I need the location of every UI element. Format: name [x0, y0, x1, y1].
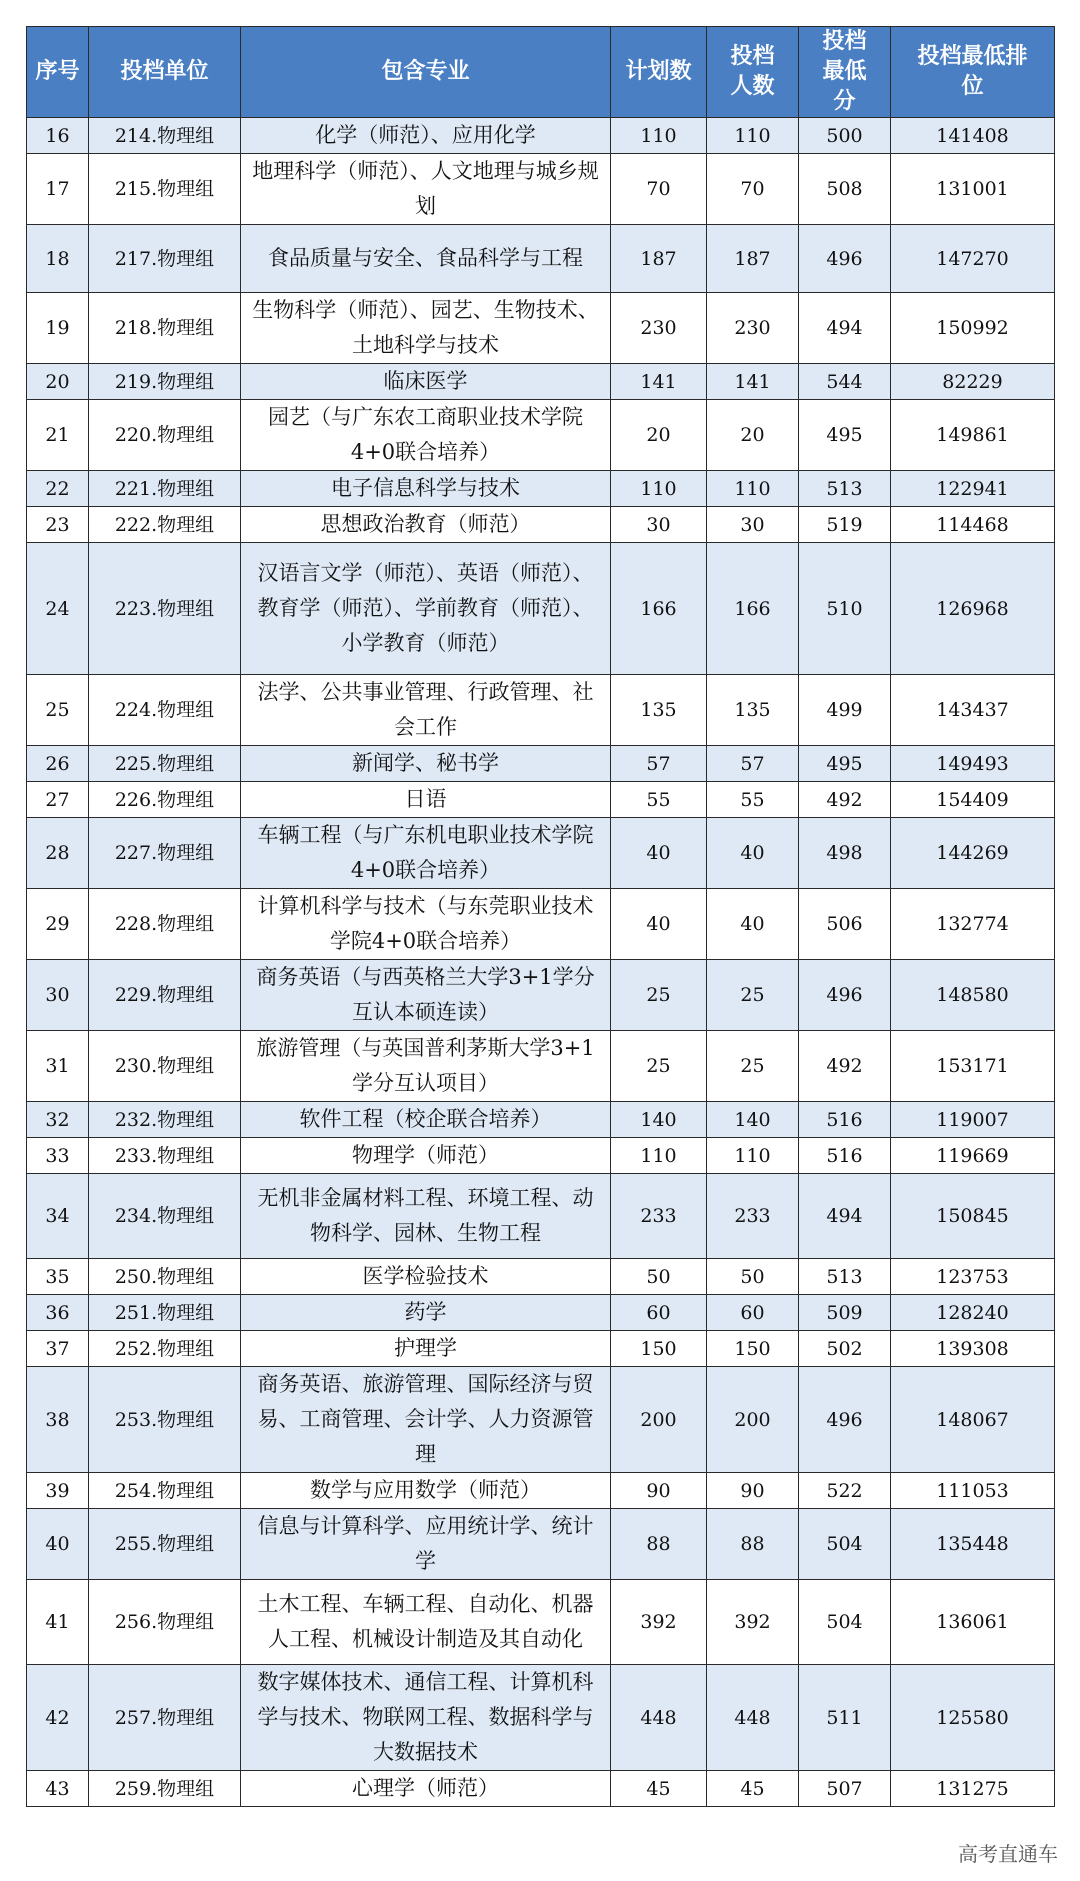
cell-unit: 257.物理组 [89, 1665, 241, 1771]
table-row [27, 225, 1055, 293]
cell-admitted: 135 [707, 675, 799, 746]
cell-plan: 40 [611, 818, 707, 889]
cell-index: 22 [27, 471, 89, 507]
cell-min-score: 496 [799, 1367, 891, 1473]
cell-min-rank: 143437 [891, 675, 1055, 746]
cell-majors: 园艺（与广东农工商职业技术学院4+0联合培养） [241, 400, 611, 471]
table-header [27, 27, 1055, 118]
header-index: 序号 [27, 27, 89, 118]
cell-index: 43 [27, 1771, 89, 1807]
table-row [27, 1580, 1055, 1665]
cell-unit: 228.物理组 [89, 889, 241, 960]
header-row [27, 27, 1055, 118]
table-row [27, 118, 1055, 154]
cell-min-rank: 123753 [891, 1259, 1055, 1295]
cell-majors: 信息与计算科学、应用统计学、统计学 [241, 1509, 611, 1580]
cell-plan: 110 [611, 118, 707, 154]
cell-admitted: 141 [707, 364, 799, 400]
cell-majors: 新闻学、秘书学 [241, 746, 611, 782]
cell-majors: 药学 [241, 1295, 611, 1331]
cell-index: 42 [27, 1665, 89, 1771]
cell-plan: 141 [611, 364, 707, 400]
cell-plan: 110 [611, 471, 707, 507]
cell-unit: 222.物理组 [89, 507, 241, 543]
cell-min-rank: 82229 [891, 364, 1055, 400]
watermark: 高考直通车 [958, 1842, 1058, 1866]
cell-majors: 物理学（师范） [241, 1138, 611, 1174]
cell-admitted: 50 [707, 1259, 799, 1295]
cell-majors: 临床医学 [241, 364, 611, 400]
cell-unit: 251.物理组 [89, 1295, 241, 1331]
cell-admitted: 40 [707, 818, 799, 889]
cell-min-rank: 147270 [891, 225, 1055, 293]
cell-majors: 计算机科学与技术（与东莞职业技术学院4+0联合培养） [241, 889, 611, 960]
cell-index: 32 [27, 1102, 89, 1138]
cell-admitted: 187 [707, 225, 799, 293]
cell-majors: 商务英语、旅游管理、国际经济与贸易、工商管理、会计学、人力资源管理 [241, 1367, 611, 1473]
cell-min-rank: 154409 [891, 782, 1055, 818]
cell-admitted: 392 [707, 1580, 799, 1665]
cell-min-score: 522 [799, 1473, 891, 1509]
cell-admitted: 448 [707, 1665, 799, 1771]
header-plan: 计划数 [611, 27, 707, 118]
table-row [27, 1771, 1055, 1807]
cell-admitted: 140 [707, 1102, 799, 1138]
cell-majors: 护理学 [241, 1331, 611, 1367]
cell-admitted: 166 [707, 543, 799, 675]
cell-index: 20 [27, 364, 89, 400]
cell-min-rank: 125580 [891, 1665, 1055, 1771]
cell-min-score: 492 [799, 1031, 891, 1102]
cell-admitted: 110 [707, 471, 799, 507]
table-row [27, 1331, 1055, 1367]
cell-plan: 55 [611, 782, 707, 818]
cell-unit: 217.物理组 [89, 225, 241, 293]
cell-min-rank: 114468 [891, 507, 1055, 543]
header-min-rank: 投档最低排位 [891, 27, 1055, 118]
cell-majors: 食品质量与安全、食品科学与工程 [241, 225, 611, 293]
cell-majors: 生物科学（师范）、园艺、生物技术、土地科学与技术 [241, 293, 611, 364]
cell-plan: 150 [611, 1331, 707, 1367]
cell-min-score: 544 [799, 364, 891, 400]
cell-index: 28 [27, 818, 89, 889]
cell-unit: 234.物理组 [89, 1174, 241, 1259]
cell-admitted: 25 [707, 960, 799, 1031]
cell-min-score: 508 [799, 154, 891, 225]
cell-index: 40 [27, 1509, 89, 1580]
cell-plan: 233 [611, 1174, 707, 1259]
cell-unit: 218.物理组 [89, 293, 241, 364]
table-row [27, 1174, 1055, 1259]
table-row [27, 293, 1055, 364]
cell-unit: 220.物理组 [89, 400, 241, 471]
cell-index: 37 [27, 1331, 89, 1367]
table-body [27, 118, 1055, 1807]
cell-min-rank: 149493 [891, 746, 1055, 782]
cell-index: 18 [27, 225, 89, 293]
header-unit: 投档单位 [89, 27, 241, 118]
cell-admitted: 200 [707, 1367, 799, 1473]
cell-majors: 软件工程（校企联合培养） [241, 1102, 611, 1138]
cell-min-score: 499 [799, 675, 891, 746]
cell-admitted: 88 [707, 1509, 799, 1580]
cell-index: 41 [27, 1580, 89, 1665]
table-row [27, 675, 1055, 746]
cell-unit: 255.物理组 [89, 1509, 241, 1580]
cell-majors: 医学检验技术 [241, 1259, 611, 1295]
table-row [27, 400, 1055, 471]
header-min-score: 投档最低分 [799, 27, 891, 118]
table-row [27, 1138, 1055, 1174]
cell-majors: 法学、公共事业管理、行政管理、社会工作 [241, 675, 611, 746]
cell-min-rank: 141408 [891, 118, 1055, 154]
cell-plan: 448 [611, 1665, 707, 1771]
cell-plan: 90 [611, 1473, 707, 1509]
table-row [27, 1031, 1055, 1102]
cell-plan: 25 [611, 960, 707, 1031]
cell-unit: 215.物理组 [89, 154, 241, 225]
cell-plan: 25 [611, 1031, 707, 1102]
cell-min-score: 494 [799, 293, 891, 364]
cell-unit: 224.物理组 [89, 675, 241, 746]
cell-admitted: 20 [707, 400, 799, 471]
cell-unit: 256.物理组 [89, 1580, 241, 1665]
cell-majors: 思想政治教育（师范） [241, 507, 611, 543]
cell-index: 26 [27, 746, 89, 782]
cell-unit: 253.物理组 [89, 1367, 241, 1473]
cell-min-score: 516 [799, 1138, 891, 1174]
cell-min-score: 496 [799, 225, 891, 293]
cell-admitted: 90 [707, 1473, 799, 1509]
cell-min-rank: 132774 [891, 889, 1055, 960]
table-row [27, 1473, 1055, 1509]
cell-admitted: 230 [707, 293, 799, 364]
header-majors: 包含专业 [241, 27, 611, 118]
table-row [27, 1665, 1055, 1771]
header-admitted: 投档人数 [707, 27, 799, 118]
cell-index: 21 [27, 400, 89, 471]
cell-min-rank: 119007 [891, 1102, 1055, 1138]
cell-unit: 221.物理组 [89, 471, 241, 507]
cell-min-rank: 122941 [891, 471, 1055, 507]
cell-min-rank: 149861 [891, 400, 1055, 471]
cell-majors: 数学与应用数学（师范） [241, 1473, 611, 1509]
cell-plan: 230 [611, 293, 707, 364]
cell-min-score: 494 [799, 1174, 891, 1259]
cell-unit: 250.物理组 [89, 1259, 241, 1295]
cell-admitted: 150 [707, 1331, 799, 1367]
cell-plan: 57 [611, 746, 707, 782]
table-row [27, 1367, 1055, 1473]
cell-admitted: 60 [707, 1295, 799, 1331]
cell-majors: 化学（师范）、应用化学 [241, 118, 611, 154]
table-row [27, 746, 1055, 782]
cell-majors: 心理学（师范） [241, 1771, 611, 1807]
cell-plan: 40 [611, 889, 707, 960]
cell-unit: 225.物理组 [89, 746, 241, 782]
cell-unit: 252.物理组 [89, 1331, 241, 1367]
cell-majors: 商务英语（与西英格兰大学3+1学分互认本硕连读） [241, 960, 611, 1031]
cell-index: 30 [27, 960, 89, 1031]
cell-min-rank: 111053 [891, 1473, 1055, 1509]
cell-majors: 日语 [241, 782, 611, 818]
cell-min-rank: 148580 [891, 960, 1055, 1031]
cell-index: 16 [27, 118, 89, 154]
cell-min-rank: 128240 [891, 1295, 1055, 1331]
cell-min-rank: 131001 [891, 154, 1055, 225]
table-row [27, 1509, 1055, 1580]
cell-unit: 254.物理组 [89, 1473, 241, 1509]
cell-min-score: 500 [799, 118, 891, 154]
cell-index: 24 [27, 543, 89, 675]
cell-min-score: 502 [799, 1331, 891, 1367]
cell-majors: 电子信息科学与技术 [241, 471, 611, 507]
cell-plan: 200 [611, 1367, 707, 1473]
cell-min-score: 516 [799, 1102, 891, 1138]
cell-min-rank: 126968 [891, 543, 1055, 675]
cell-min-score: 507 [799, 1771, 891, 1807]
cell-majors: 旅游管理（与英国普利茅斯大学3+1学分互认项目） [241, 1031, 611, 1102]
cell-min-score: 504 [799, 1509, 891, 1580]
cell-plan: 45 [611, 1771, 707, 1807]
table-row [27, 471, 1055, 507]
cell-index: 31 [27, 1031, 89, 1102]
cell-unit: 230.物理组 [89, 1031, 241, 1102]
admission-table [26, 26, 1055, 1807]
cell-min-score: 496 [799, 960, 891, 1031]
cell-min-rank: 153171 [891, 1031, 1055, 1102]
table-row [27, 782, 1055, 818]
cell-unit: 214.物理组 [89, 118, 241, 154]
cell-min-score: 513 [799, 1259, 891, 1295]
cell-unit: 229.物理组 [89, 960, 241, 1031]
cell-min-rank: 150845 [891, 1174, 1055, 1259]
table-row [27, 154, 1055, 225]
cell-index: 17 [27, 154, 89, 225]
cell-index: 39 [27, 1473, 89, 1509]
table-row [27, 543, 1055, 675]
table-row [27, 1102, 1055, 1138]
table-row [27, 960, 1055, 1031]
cell-index: 25 [27, 675, 89, 746]
cell-plan: 60 [611, 1295, 707, 1331]
cell-min-rank: 135448 [891, 1509, 1055, 1580]
cell-plan: 30 [611, 507, 707, 543]
cell-min-score: 511 [799, 1665, 891, 1771]
cell-majors: 土木工程、车辆工程、自动化、机器人工程、机械设计制造及其自动化 [241, 1580, 611, 1665]
cell-min-score: 495 [799, 400, 891, 471]
cell-plan: 187 [611, 225, 707, 293]
cell-min-rank: 148067 [891, 1367, 1055, 1473]
cell-majors: 车辆工程（与广东机电职业技术学院4+0联合培养） [241, 818, 611, 889]
cell-index: 38 [27, 1367, 89, 1473]
cell-majors: 数字媒体技术、通信工程、计算机科学与技术、物联网工程、数据科学与大数据技术 [241, 1665, 611, 1771]
cell-majors: 无机非金属材料工程、环境工程、动物科学、园林、生物工程 [241, 1174, 611, 1259]
cell-index: 19 [27, 293, 89, 364]
cell-min-score: 509 [799, 1295, 891, 1331]
cell-majors: 汉语言文学（师范）、英语（师范）、教育学（师范）、学前教育（师范）、小学教育（师范） [241, 543, 611, 675]
cell-admitted: 233 [707, 1174, 799, 1259]
cell-admitted: 110 [707, 1138, 799, 1174]
cell-unit: 223.物理组 [89, 543, 241, 675]
cell-unit: 226.物理组 [89, 782, 241, 818]
cell-plan: 88 [611, 1509, 707, 1580]
cell-unit: 259.物理组 [89, 1771, 241, 1807]
cell-unit: 227.物理组 [89, 818, 241, 889]
cell-min-score: 510 [799, 543, 891, 675]
cell-min-rank: 136061 [891, 1580, 1055, 1665]
cell-plan: 20 [611, 400, 707, 471]
cell-index: 23 [27, 507, 89, 543]
cell-index: 34 [27, 1174, 89, 1259]
cell-admitted: 55 [707, 782, 799, 818]
cell-min-score: 492 [799, 782, 891, 818]
cell-min-score: 504 [799, 1580, 891, 1665]
table-row [27, 364, 1055, 400]
cell-min-score: 495 [799, 746, 891, 782]
cell-unit: 233.物理组 [89, 1138, 241, 1174]
cell-plan: 50 [611, 1259, 707, 1295]
cell-min-rank: 119669 [891, 1138, 1055, 1174]
table-row [27, 507, 1055, 543]
cell-plan: 140 [611, 1102, 707, 1138]
cell-plan: 135 [611, 675, 707, 746]
cell-admitted: 25 [707, 1031, 799, 1102]
cell-min-score: 519 [799, 507, 891, 543]
cell-min-rank: 144269 [891, 818, 1055, 889]
cell-index: 33 [27, 1138, 89, 1174]
cell-admitted: 57 [707, 746, 799, 782]
cell-plan: 392 [611, 1580, 707, 1665]
cell-index: 27 [27, 782, 89, 818]
cell-plan: 166 [611, 543, 707, 675]
cell-min-rank: 131275 [891, 1771, 1055, 1807]
table-row [27, 889, 1055, 960]
cell-min-rank: 150992 [891, 293, 1055, 364]
table-row [27, 1295, 1055, 1331]
cell-admitted: 110 [707, 118, 799, 154]
cell-admitted: 70 [707, 154, 799, 225]
cell-min-score: 498 [799, 818, 891, 889]
cell-unit: 232.物理组 [89, 1102, 241, 1138]
table-row [27, 818, 1055, 889]
table-row [27, 1259, 1055, 1295]
cell-index: 36 [27, 1295, 89, 1331]
cell-min-score: 513 [799, 471, 891, 507]
cell-admitted: 40 [707, 889, 799, 960]
cell-index: 29 [27, 889, 89, 960]
cell-majors: 地理科学（师范）、人文地理与城乡规划 [241, 154, 611, 225]
cell-plan: 110 [611, 1138, 707, 1174]
cell-index: 35 [27, 1259, 89, 1295]
cell-min-score: 506 [799, 889, 891, 960]
cell-admitted: 30 [707, 507, 799, 543]
cell-min-rank: 139308 [891, 1331, 1055, 1367]
cell-admitted: 45 [707, 1771, 799, 1807]
cell-unit: 219.物理组 [89, 364, 241, 400]
cell-plan: 70 [611, 154, 707, 225]
